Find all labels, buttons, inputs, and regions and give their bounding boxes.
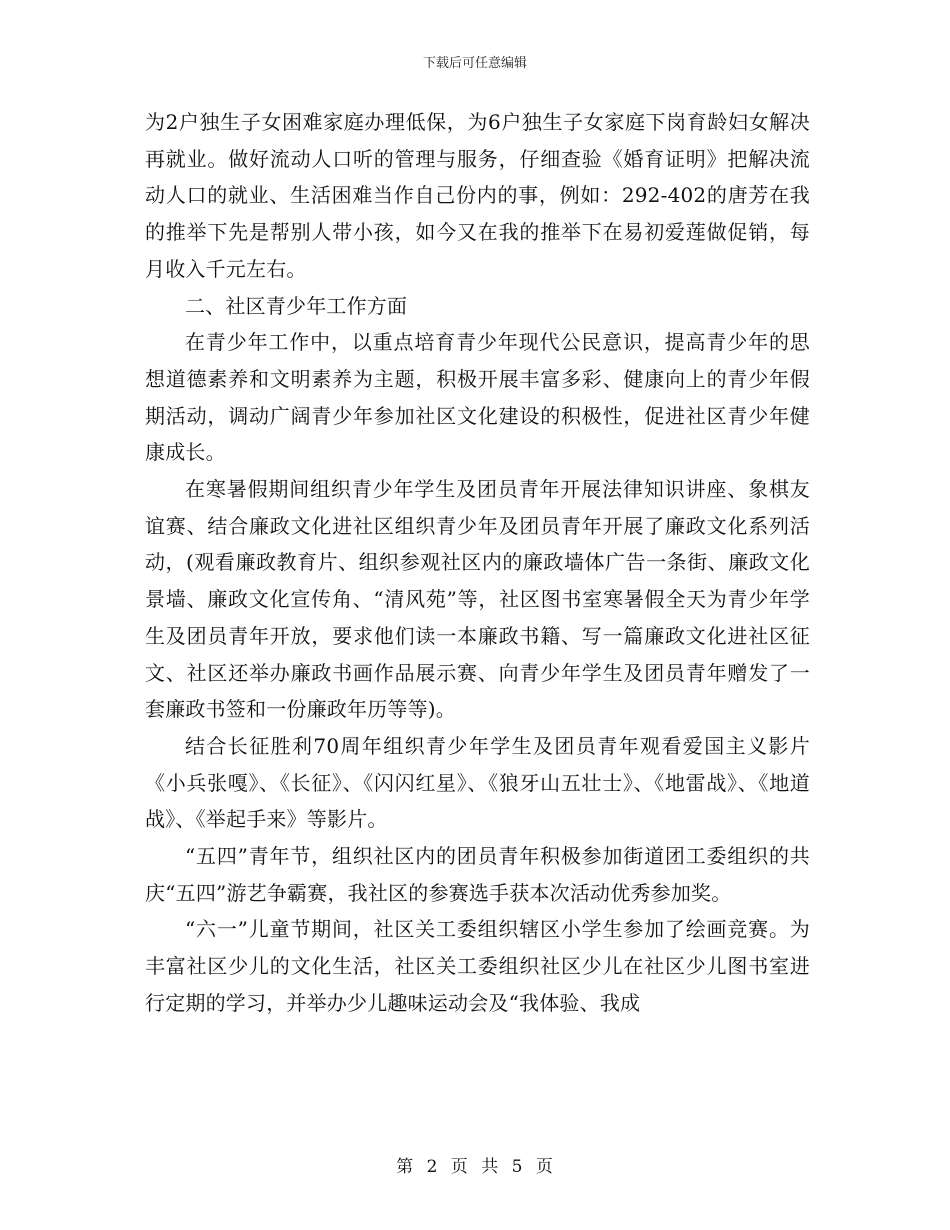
footer-label-total-unit: 页: [535, 1157, 554, 1177]
page-footer: [0, 1152, 950, 1177]
footer-label-total: 共: [481, 1157, 500, 1177]
document-body: [145, 104, 810, 1022]
paragraph: 在寒暑假期间组织青少年学生及团员青年开展法律知识讲座、象棋友谊赛、结合廉政文化进社区组织青少年及团员青年开展了廉政文化系列活动，(观看廉政教育片、组织参观社区内的廉政墙体广告一条街、廉政文化景墙、廉政文化宣传角、“清风苑”等，社区图书室寒暑假全天为青少年学生及团员青年开放，要求他们读一本廉政书籍、写一篇廉政文化进社区征文、社区还举办廉政书画作品展示赛、向青少年学生及团员青年赠发了一套廉政书签和一份廉政年历等等)。: [145, 477, 810, 722]
page-header: 下载后可任意编辑: [422, 56, 527, 71]
section-heading: 二、社区青少年工作方面: [185, 293, 408, 318]
paragraph: 在青少年工作中，以重点培育青少年现代公民意识，提高青少年的思想道德素养和文明素养为主题，积极开展丰富多彩、健康向上的青少年假期活动，调动广阔青少年参加社区文化建设的积极性，促进社区青少年健康成长。: [145, 330, 810, 465]
paragraph: “六一”儿童节期间，社区关工委组织辖区小学生参加了绘画竞赛。为丰富社区少儿的文化生活，社区关工委组织社区少儿在社区少儿图书室进行定期的学习，并举办少儿趣味运动会及“我体验、我成: [145, 917, 810, 1015]
paragraph-continuation: 为2户独生子女困难家庭办理低保，为6户独生子女家庭下岗育龄妇女解决再就业。做好流动人口听的管理与服务，仔细查验《婚育证明》把解决流动人口的就业、生活困难当作自己份内的事，例如：292-402的唐芳在我的推举下先是帮别人带小孩，如今又在我的推举下在易初爱莲做促销，每月收入千元左右。: [145, 110, 810, 281]
footer-total-pages: 5: [511, 1157, 524, 1177]
footer-label-page-unit: 页: [450, 1157, 469, 1177]
footer-label-page: 第: [396, 1157, 415, 1177]
paragraph: 结合长征胜利70周年组织青少年学生及团员青年观看爱国主义影片《小兵张嘎》、《长征》、《闪闪红星》、《狼牙山五壮士》、《地雷战》、《地道战》、《举起手来》等影片。: [145, 733, 810, 832]
paragraph: “五四”青年节，组织社区内的团员青年积极参加街道团工委组织的共庆“五四”游艺争霸赛，我社区的参赛选手获本次活动优秀参加奖。: [145, 844, 810, 905]
footer-current-page: 2: [426, 1157, 439, 1177]
